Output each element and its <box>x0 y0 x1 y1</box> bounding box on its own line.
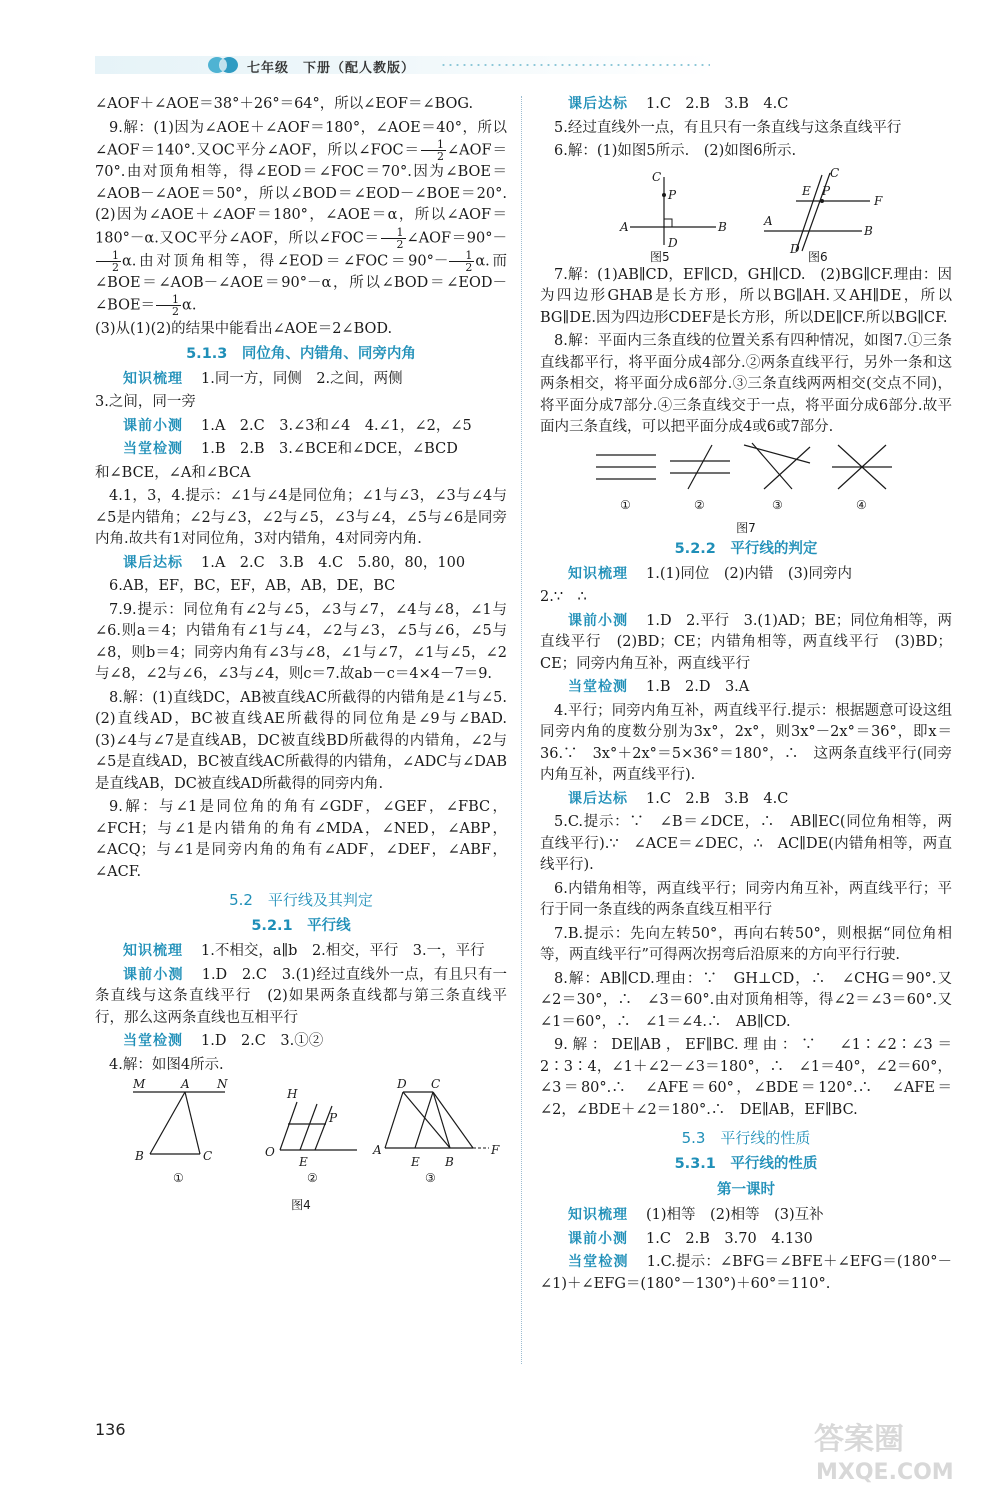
svg-text:③: ③ <box>772 497 783 512</box>
chapter-heading: 5.2 平行线及其判定 <box>229 891 373 909</box>
svg-text:A: A <box>181 1078 190 1091</box>
knowledge-row: 知识梳理 1.(1)同位 (2)内错 (3)同旁内 <box>568 565 852 582</box>
book-logo-icon <box>207 54 239 76</box>
column-divider <box>521 96 522 1364</box>
afterclass-row: 课后达标 1.C 2.B 3.B 4.C <box>568 790 789 807</box>
answer-q9b: 9.解：与∠1是同位角的角有∠GDF，∠GEF，∠FBC，∠FCH；与∠1是内错角的角有∠MDA，∠NED，∠ABP，∠ACQ；与∠1是同旁内角的角有∠ADF，∠DEF，∠ABF，∠ACF. <box>95 799 507 880</box>
pretest-row: 课前小测 1.A 2.C 3.∠3和∠4 4.∠1，∠2，∠5 <box>123 417 472 434</box>
answer-q4: 4.1，3，4.提示：∠1与∠4是同位角；∠1与∠3，∠3与∠4与∠5是内错角；∠2与∠3，∠2与∠5，∠3与∠4，∠5与∠6是同旁内角.故共有1对同位角，3对内错角，4对同旁内角. <box>95 488 507 547</box>
svg-text:C: C <box>203 1149 213 1163</box>
svg-text:D: D <box>668 235 678 250</box>
answer-q6: 6.解：(1)如图5所示. (2)如图6所示. <box>554 143 797 159</box>
fraction-half: $\frac{1}{2}$ <box>449 250 474 273</box>
svg-text:P: P <box>329 1111 338 1125</box>
svg-text:B: B <box>718 219 727 234</box>
fraction-half: $\frac{1}{2}$ <box>421 139 446 162</box>
svg-text:②: ② <box>694 497 705 512</box>
answer-q7: 7.9.提示：同位角有∠2与∠5，∠3与∠7，∠4与∠8，∠1与∠6.则a＝4；内错角有∠1与∠4，∠2与∠3，∠5与∠6，∠5与∠8，则b＝4；同旁内角有∠3与∠8，∠1与∠7，∠1与∠5，∠2与∠8，∠2与∠6，∠3与∠4，则c＝7.故ab－c＝4×4－7＝9. <box>95 601 507 682</box>
svg-text:O: O <box>265 1145 275 1159</box>
answer-line: ∠AOF＋∠AOE＝38°＋26°＝64°，所以∠EOF＝∠BOG. <box>95 96 474 112</box>
knowledge-row: 知识梳理 1.同一方，同侧 2.之间，两侧 <box>123 370 403 387</box>
svg-text:D: D <box>397 1078 407 1091</box>
right-column <box>540 94 952 1297</box>
classcheck-row: 当堂检测 1.B 2.D 3.A <box>568 679 750 695</box>
svg-text:①: ① <box>620 497 631 512</box>
answer-q8: 8.解：AB∥CD.理由：∵ GH⊥CD，∴ ∠CHG＝90°.又∠2＝30°，∴ ∠3＝60°.由对顶角相等，得∠2＝∠3＝60°.又∠1＝60°，∴ ∠1＝∠4.∴ AB∥CD. <box>540 970 952 1030</box>
lesson-heading: 第一课时 <box>717 1182 775 1198</box>
afterclass-row: 课后达标 1.A 2.C 3.B 4.C 5.80，80，100 <box>123 554 466 571</box>
fraction-half: $\frac{1}{2}$ <box>96 250 121 273</box>
svg-text:A: A <box>620 219 629 234</box>
afterclass-row: 课后达标 1.C 2.B 3.B 4.C <box>568 96 789 112</box>
pretest-row: 课前小测 1.C 2.B 3.70 4.130 <box>568 1230 813 1247</box>
knowledge-row: 知识梳理 (1)相等 (2)相等 (3)互补 <box>568 1207 824 1223</box>
figure-7 <box>540 441 952 536</box>
answer-q6: 6.内错角相等，两直线平行；同旁内角互补，两直线平行；平行于同一条直线的两条直线互相平行 <box>540 880 952 918</box>
answer-q4-521: 4.解：如图4所示. <box>109 1056 224 1073</box>
classcheck-row: 当堂检测 1.C.提示：∠BFG＝∠BFE＋∠EFG＝(180°－∠1)＋∠EFG＝(180°－130°)＋60°＝110°. <box>540 1254 952 1292</box>
classcheck-row: 当堂检测 1.D 2.C 3.①② <box>123 1033 324 1049</box>
knowledge-row-cont: 3.之间，同一旁 <box>95 394 196 410</box>
classcheck-row: 当堂检测 1.B 2.B 3.∠BCE和∠DCE，∠BCD <box>123 441 458 457</box>
svg-text:F: F <box>874 193 883 208</box>
svg-text:③: ③ <box>425 1171 436 1185</box>
figure-4 <box>95 1078 507 1213</box>
pretest-row: 课前小测 1.D 2.C 3.(1)经过直线外一点，有且只有一条直线与这条直线平行 (2)如果两条直线都与第三条直线平行，那么这两条直线也互相平行 <box>95 966 508 1026</box>
svg-text:C: C <box>431 1078 441 1091</box>
svg-text:图5: 图5 <box>650 249 670 264</box>
answer-q7: 7.解：(1)AB∥CD，EF∥CD，GH∥CD. (2)BG∥CF.理由：因为四边形GHAB是长方形，所以BG∥AH.又AH∥DE，所以BG∥DE.因为四边形CDEF是长方形，所以DE∥CF.所以BG∥CF. <box>540 266 952 326</box>
answer-q9-part3: (3)从(1)(2)的结果中能看出∠AOE＝2∠BOD. <box>95 321 393 337</box>
svg-text:D: D <box>790 241 800 256</box>
svg-text:图6: 图6 <box>808 249 828 264</box>
figure-7-drawing <box>540 441 952 519</box>
figures-5-6-drawing <box>540 165 952 265</box>
page-header <box>95 52 715 78</box>
answer-q8: 8.解：(1)直线DC，AB被直线AC所截得的内错角是∠1与∠5. (2)直线AD，BC被直线AE所截得的同位角是∠9与∠BAD. (3)∠4与∠7是直线AB，DC被直线BD所截得的内错角，∠2与∠5是直线AD，BC被直线AC所截得的内错角，∠ADC与∠DAB是直线AB，DC被直线AD所截得的同旁内角. <box>95 689 522 792</box>
svg-text:E: E <box>802 183 811 198</box>
svg-text:A: A <box>373 1143 382 1157</box>
svg-text:④: ④ <box>856 497 867 512</box>
header-dots <box>440 62 710 68</box>
answer-q6: 6.AB，EF，BC，EF，AB，AB，DE，BC <box>109 578 396 594</box>
svg-text:E: E <box>299 1155 308 1169</box>
svg-text:B: B <box>135 1149 144 1163</box>
svg-text:B: B <box>864 223 873 238</box>
fraction-half: $\frac{1}{2}$ <box>381 227 406 250</box>
answer-q9: 9.解：(1)因为∠AOE＋∠AOF＝180°，∠AOE＝40°，所以∠AOF＝140°.又OC平分∠AOF，所以∠FOC＝ $\frac{1}{2}$ ∠AOF＝70°.由对顶角相等，得∠EOD＝∠FOC＝70°.因为∠BOE＝∠AOB－∠AOE＝50°，所以∠BOD＝∠EOD－∠BOE＝20°. (2)因为∠AOE＋∠AOF＝180°，∠AOE＝α，所以∠AOF＝180°－α.又OC平分∠AOF，所以∠FOC＝ $\frac{1}{2}$ ∠AOF＝90°－ $\frac{1}{2}$ α.由对顶角相等，得∠EOD＝∠FOC＝90°－ $\frac{1}{2}$ α.而∠BOE＝∠AOB－∠AOE＝90°－α，所以∠BOD＝∠EOD－∠BOE＝ $\frac{1}{2}$ α. <box>95 119 522 318</box>
svg-text:P: P <box>668 187 677 202</box>
watermark-logo <box>808 1415 993 1485</box>
svg-text:答案圈: 答案圈 <box>814 1422 904 1457</box>
header-title: 七年级 下册（配人教版） <box>247 61 416 76</box>
fraction-half: $\frac{1}{2}$ <box>156 294 181 317</box>
svg-text:E: E <box>411 1155 420 1169</box>
knowledge-row: 知识梳理 1.不相交，a∥b 2.相交，平行 3.一，平行 <box>123 943 485 959</box>
classcheck-row-cont: 和∠BCE，∠A和∠BCA <box>95 464 251 481</box>
answer-q4: 4.平行；同旁内角互补，两直线平行.提示：根据题意可设这组同旁内角的度数分别为3x°，2x°，则3x°－2x°＝36°，即x＝36.∵ 3x°＋2x°＝5×36°＝180°，∴ 这两条直线平行(同旁内角互补，两直线平行). <box>540 702 952 783</box>
svg-text:B: B <box>445 1155 454 1169</box>
svg-text:F: F <box>491 1143 500 1157</box>
answer-q5: 5.C.提示：∵ ∠B＝∠DCE，∴ AB∥EC(同位角相等，两直线平行).∵ ∠ACE＝∠DEC，∴ AC∥DE(内错角相等，两直线平行). <box>540 814 952 873</box>
figure-4-drawing <box>95 1078 507 1196</box>
section-heading: 5.2.2 平行线的判定 <box>674 540 818 557</box>
svg-text:②: ② <box>307 1171 318 1185</box>
page-number: 136 <box>95 1420 126 1439</box>
section-heading: 5.3.1 平行线的性质 <box>674 1156 818 1172</box>
chapter-heading: 5.3 平行线的性质 <box>681 1129 811 1147</box>
svg-text:N: N <box>217 1078 228 1091</box>
answer-q8: 8.解：平面内三条直线的位置关系有四种情况，如图7.①三条直线都平行，将平面分成4部分.②两条直线平行，另外一条和这两条相交，将平面分成6部分.③三条直线两两相交(交点不同)，将平面分成7部分.④三条直线交于一点，将平面分成6部分.故平面内三条直线，可以把平面分成4或6或7部分. <box>540 333 952 435</box>
left-column <box>95 94 522 1213</box>
svg-text:C: C <box>830 165 840 180</box>
svg-text:C: C <box>652 169 662 184</box>
svg-text:M: M <box>133 1078 146 1091</box>
answer-q5: 5.经过直线外一点，有且只有一条直线与这条直线平行 <box>554 119 902 136</box>
svg-text:H: H <box>287 1087 298 1101</box>
figure-caption: 图7 <box>736 520 756 535</box>
svg-text:A: A <box>764 213 773 228</box>
pretest-row: 课前小测 1.D 2.平行 3.(1)AD；BE；同位角相等，两直线平行 (2)BD；CE；内错角相等，两直线平行 (3)BD；CE；同旁内角互补，两直线平行 <box>540 612 952 672</box>
answer-q7: 7.B.提示：先向左转50°，再向右转50°，则根据“同位角相等，两直线平行”可得两次拐弯后沿原来的方向平行行驶. <box>540 925 952 963</box>
section-heading: 5.1.3 同位角、内错角、同旁内角 <box>186 345 416 362</box>
knowledge-row-cont: 2.∵ ∴ <box>540 589 587 605</box>
svg-text:P: P <box>822 183 831 198</box>
answer-q9: 9.解：DE∥AB，EF∥BC.理由：∵ ∠1∶∠2∶∠3＝2∶3∶4，∠1＋∠2－∠3＝180°，∴ ∠1＝40°，∠2＝60°，∠3＝80°.∴ ∠AFE＝60°，∠BDE＝120°.∴ ∠AFE＝∠2，∠BDE＋∠2＝180°.∴ DE∥AB，EF∥BC. <box>540 1037 952 1118</box>
svg-text:①: ① <box>173 1171 184 1185</box>
figure-caption: 图4 <box>291 1198 311 1212</box>
section-heading: 5.2.1 平行线 <box>251 918 351 934</box>
svg-text:MXQE.COM: MXQE.COM <box>816 1460 954 1485</box>
figures-5-6 <box>540 165 952 265</box>
